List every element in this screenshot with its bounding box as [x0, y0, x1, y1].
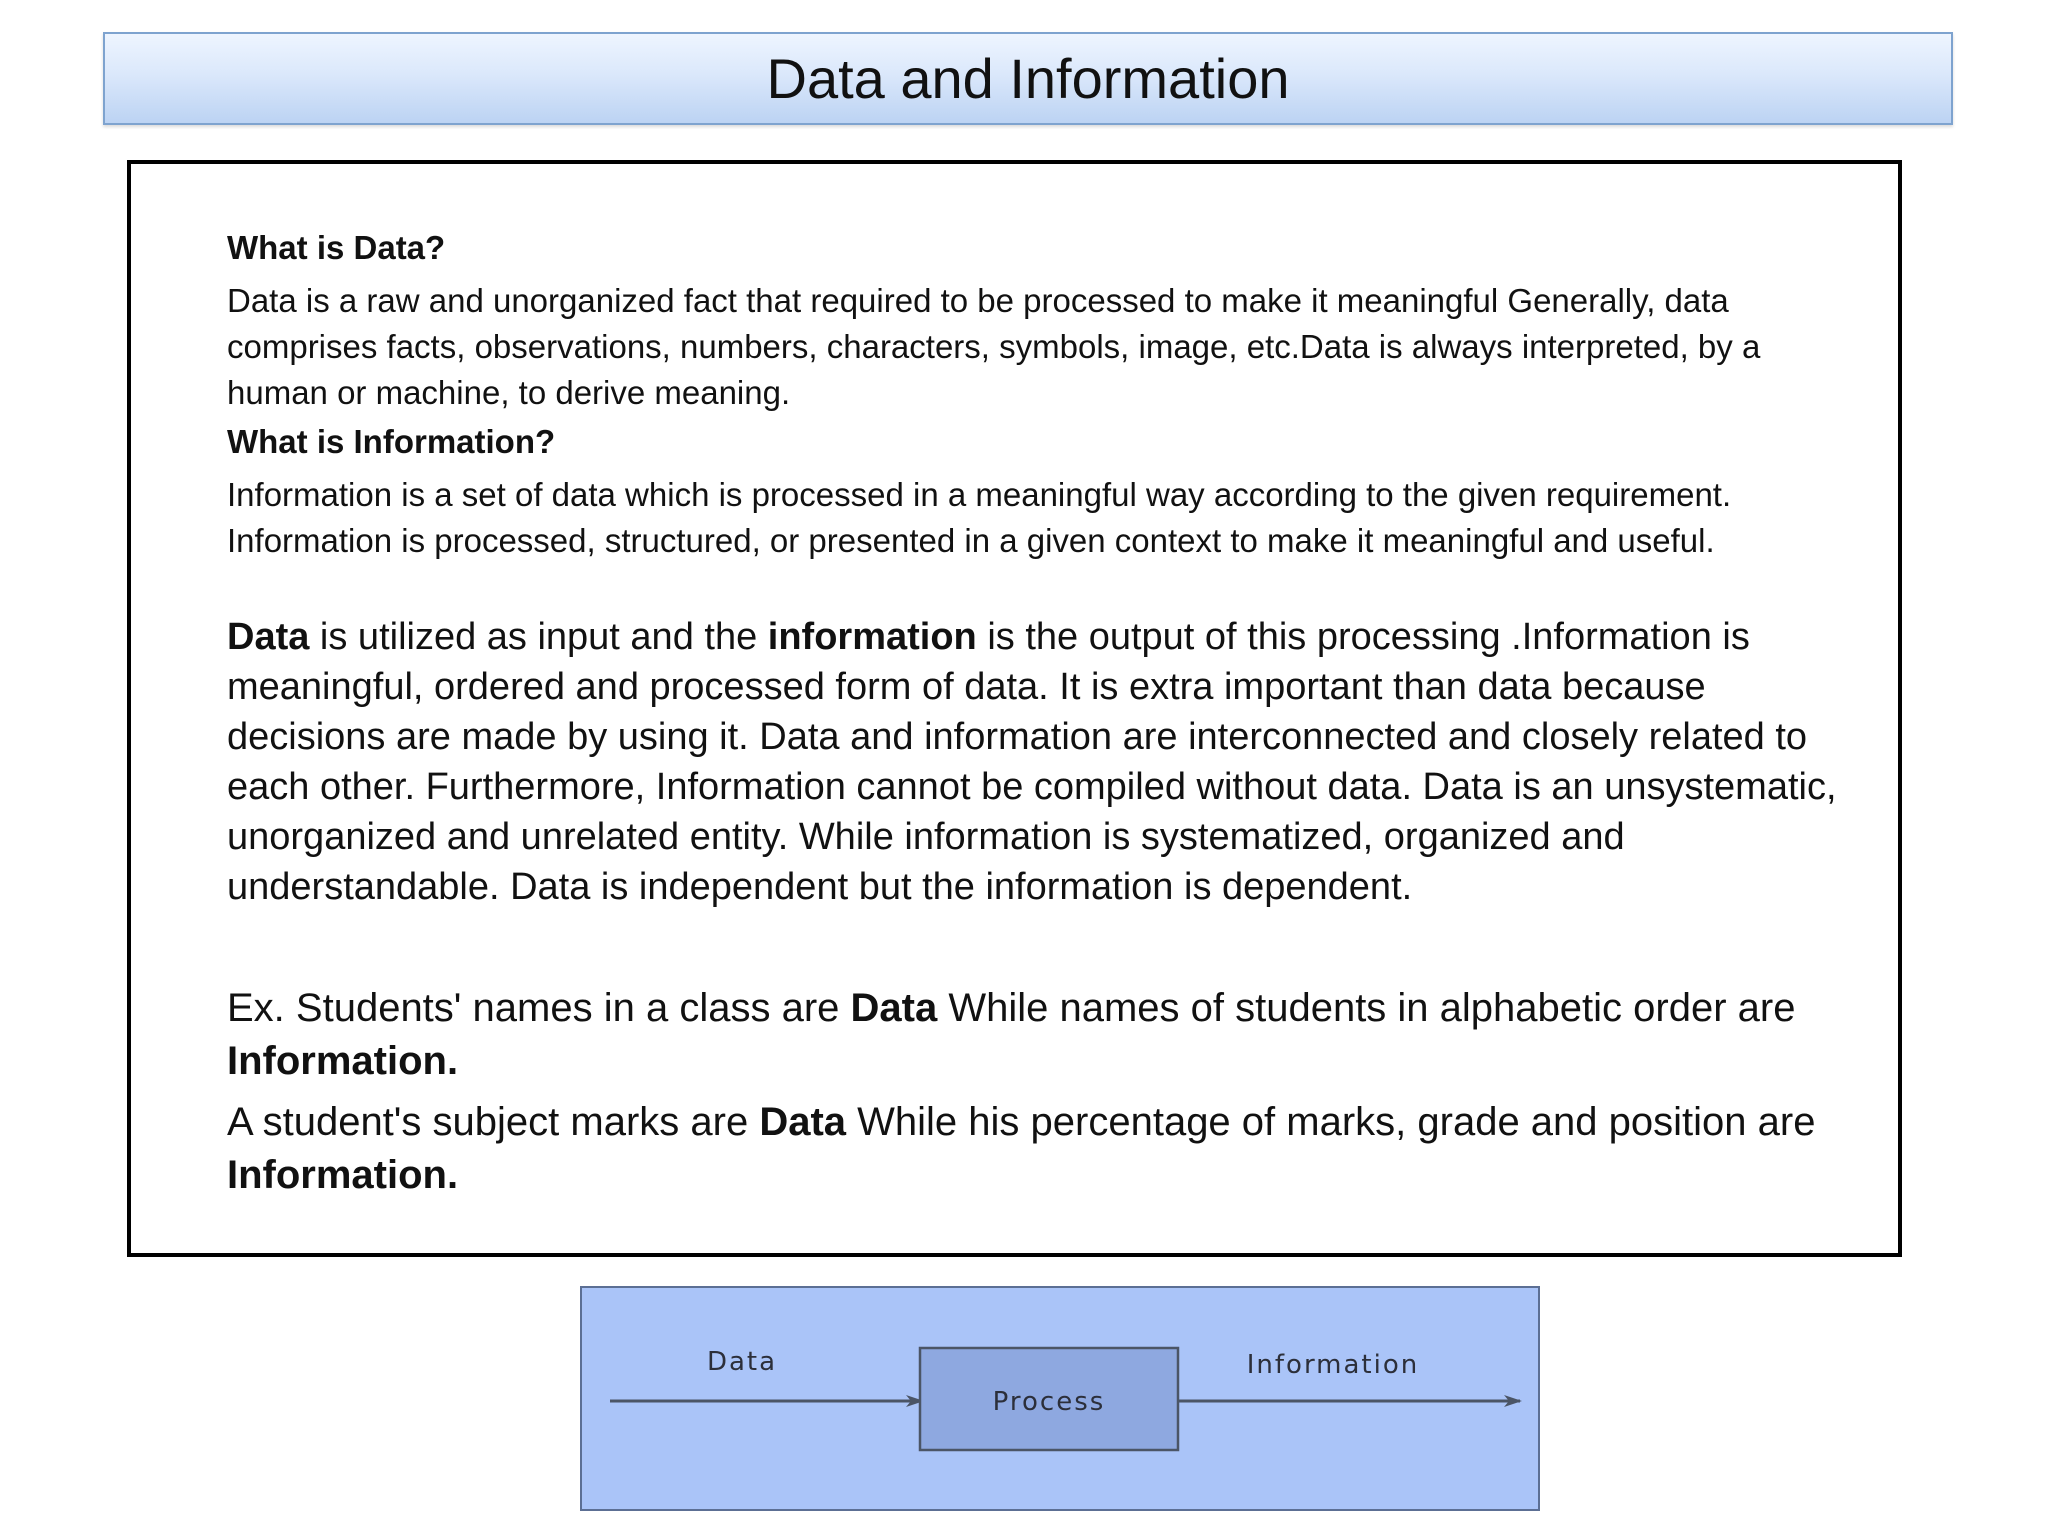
example1-term-data: Data	[850, 986, 938, 1030]
example-subject-marks	[227, 1096, 1867, 1202]
what-is-information-text: Information is a set of data which is processed in a meaningful way according to the given requirement. Information is processed, structured, or presented in a given context to make it meaningful and useful.	[227, 476, 1732, 559]
content-inner	[227, 228, 1867, 1202]
input-label: Data	[706, 1347, 778, 1377]
example1-text-2: While names of students in alphabetic order are	[937, 986, 1796, 1030]
paragraph-text-part-2: is the output of this processing .Information is meaningful, ordered and processed form of data. It is extra important than data because decisions are made by using it. Data and information are interconnected and closely related to each other. Furthermore, Information cannot be compiled without data. Data is an unsystematic, unorganized and unrelated entity. While information is systematized, organized and understandable. Data is independent but the information is dependent.	[227, 616, 1837, 908]
term-information: information	[767, 616, 977, 658]
data-process-information-diagram	[580, 1286, 1540, 1511]
example-students-names	[227, 982, 1867, 1088]
what-is-data-text: Data is a raw and unorganized fact that required to be processed to make it meaningful Generally, data comprises facts, observations, numbers, characters, symbols, image, etc.Data is always interpreted, by a human or machine, to derive meaning.	[227, 282, 1761, 411]
example2-text-1: A student's subject marks are	[227, 1100, 760, 1144]
process-label: Process	[992, 1387, 1106, 1417]
content-box	[127, 160, 1902, 1257]
paragraph-text-part-1: is utilized as input and the	[309, 616, 768, 658]
example1-text-1: Ex. Students' names in a class are	[227, 986, 851, 1030]
data-vs-information-paragraph	[227, 612, 1867, 912]
example1-term-information: Information.	[227, 1039, 459, 1083]
output-label: Information	[1246, 1350, 1420, 1380]
diagram-svg	[582, 1288, 1538, 1509]
what-is-data-heading: What is Data?	[227, 229, 446, 266]
slide-title: Data and Information	[766, 47, 1290, 110]
example2-term-information: Information.	[227, 1153, 459, 1197]
what-is-information-heading: What is Information?	[227, 423, 556, 460]
slide-title-bar	[103, 32, 1953, 125]
example2-term-data: Data	[759, 1100, 847, 1144]
term-data: Data	[227, 616, 310, 658]
example2-text-2: While his percentage of marks, grade and position are	[846, 1100, 1816, 1144]
